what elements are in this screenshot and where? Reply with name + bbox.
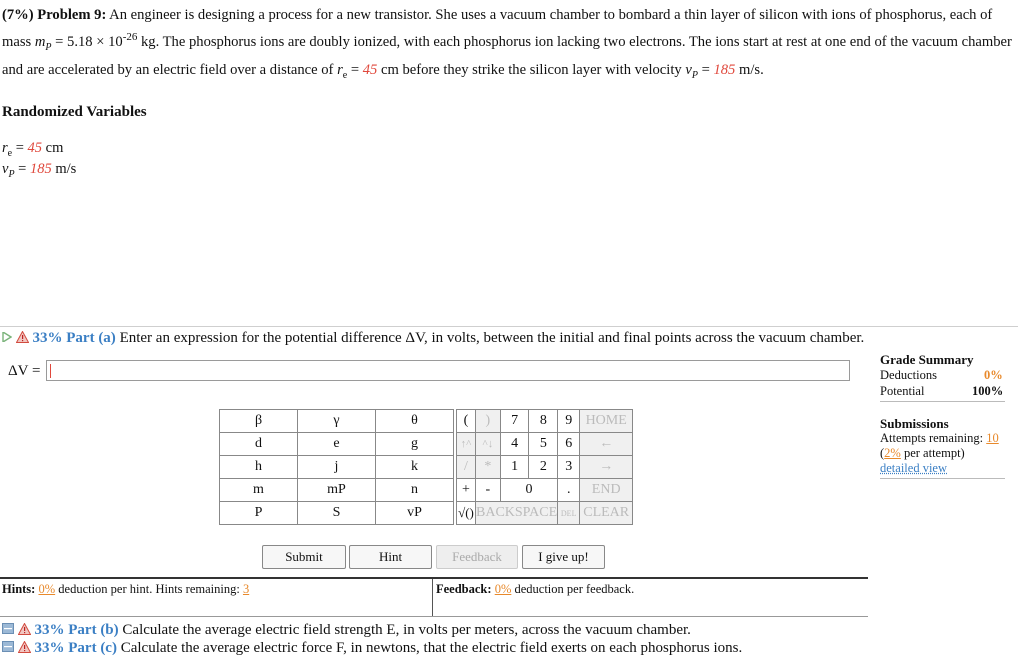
key-decimal[interactable]: . bbox=[558, 479, 580, 502]
per-attempt-text: per attempt) bbox=[900, 446, 965, 460]
key-sqrt[interactable]: √() bbox=[457, 502, 476, 525]
key-left-arrow[interactable]: ← bbox=[580, 433, 633, 456]
feedback-percent: 0% bbox=[494, 582, 512, 596]
key-g[interactable]: g bbox=[376, 433, 454, 456]
attempts-label: Attempts remaining: bbox=[880, 431, 984, 445]
key-e[interactable]: e bbox=[298, 433, 376, 456]
deductions-label: Deductions bbox=[880, 368, 937, 382]
key-4[interactable]: 4 bbox=[500, 433, 529, 456]
potential-label: Potential bbox=[880, 384, 925, 398]
answer-label: ΔV = bbox=[8, 363, 41, 379]
feedback-info bbox=[436, 582, 634, 597]
re-equals: = bbox=[347, 61, 363, 78]
vp-value: 185 bbox=[713, 61, 736, 78]
key-paren-open[interactable]: ( bbox=[457, 410, 476, 433]
detailed-view-link[interactable]: detailed view bbox=[880, 461, 947, 475]
re-symbol: r bbox=[337, 61, 343, 78]
key-home[interactable]: HOME bbox=[580, 410, 633, 433]
mass-symbol: m bbox=[34, 33, 46, 50]
hint-button[interactable]: Hint bbox=[349, 545, 432, 569]
rv-vp-unit: m/s bbox=[51, 161, 77, 177]
feedback-label: Feedback: bbox=[436, 582, 492, 596]
submit-button[interactable]: Submit bbox=[262, 545, 346, 569]
feedback-text: deduction per feedback. bbox=[511, 582, 635, 596]
rv-vp-value: 185 bbox=[29, 161, 52, 177]
grade-separator bbox=[880, 401, 1005, 402]
problem-text-1: An engineer is designing a process for a new transistor. She uses a vacuum chamber to bombard a thin layer of silicon with ions of phosphorus, each of mass bbox=[2, 7, 993, 50]
part-a-header[interactable] bbox=[2, 330, 864, 347]
rv-re-eq: = bbox=[12, 140, 28, 156]
part-c-warning-icon bbox=[18, 640, 35, 656]
key-end[interactable]: END bbox=[580, 479, 633, 502]
potential-value: 100% bbox=[972, 384, 1004, 398]
part-b-question: Calculate the average electric field strength E, in volts per meters, across the vacuum chamber. bbox=[122, 622, 691, 638]
part-c-status-icon bbox=[2, 640, 18, 656]
part-b-percent: 33% bbox=[34, 622, 65, 638]
attempts-remaining bbox=[880, 431, 999, 446]
grade-summary-title: Grade Summary bbox=[880, 352, 974, 367]
key-5[interactable]: 5 bbox=[529, 433, 558, 456]
key-clear[interactable]: CLEAR bbox=[580, 502, 633, 525]
key-m[interactable]: m bbox=[220, 479, 298, 502]
re-subscript: e bbox=[342, 69, 348, 81]
symbol-keypad bbox=[219, 409, 454, 525]
per-attempt-open: ( bbox=[880, 446, 885, 460]
key-vp[interactable]: vP bbox=[376, 502, 454, 525]
key-theta[interactable]: θ bbox=[376, 410, 454, 433]
per-attempt-value: 2% bbox=[884, 446, 901, 460]
hints-percent: 0% bbox=[38, 582, 56, 596]
rv-re-symbol: r bbox=[2, 140, 8, 156]
key-s[interactable]: S bbox=[298, 502, 376, 525]
submissions-title: Submissions bbox=[880, 416, 949, 431]
randomized-variables-title: Randomized Variables bbox=[2, 104, 147, 120]
key-0[interactable]: 0 bbox=[500, 479, 557, 502]
part-c-percent: 33% bbox=[34, 640, 65, 656]
key-8[interactable]: 8 bbox=[529, 410, 558, 433]
part-c-label: Part (c) bbox=[68, 640, 117, 656]
part-a-label: Part (a) bbox=[66, 330, 116, 346]
rv-vp-symbol: v bbox=[2, 161, 9, 177]
hints-label: Hints: bbox=[2, 582, 36, 596]
answer-input[interactable] bbox=[46, 360, 850, 381]
text-caret bbox=[50, 364, 51, 378]
mass-subscript: P bbox=[45, 41, 52, 53]
key-paren-close[interactable]: ) bbox=[476, 410, 501, 433]
problem-weight: (7%) bbox=[2, 7, 34, 23]
numeric-keypad bbox=[456, 409, 633, 525]
rv-re-value: 45 bbox=[27, 140, 43, 156]
mass-equation: = 5.18 × 10 bbox=[51, 33, 123, 50]
hint-feedback-divider bbox=[432, 579, 433, 616]
hints-remaining: 3 bbox=[242, 582, 250, 596]
feedback-button[interactable]: Feedback bbox=[436, 545, 518, 569]
per-attempt bbox=[880, 446, 965, 461]
problem-text-3: cm before they strike the silicon layer with velocity bbox=[377, 61, 686, 78]
key-backspace[interactable]: BACKSPACE bbox=[476, 502, 558, 525]
vp-symbol: v bbox=[685, 61, 692, 78]
randomized-re bbox=[2, 140, 63, 159]
key-3[interactable]: 3 bbox=[558, 456, 580, 479]
key-multiply[interactable]: * bbox=[476, 456, 501, 479]
key-right-arrow[interactable]: → bbox=[580, 456, 633, 479]
key-gamma[interactable]: γ bbox=[298, 410, 376, 433]
re-value: 45 bbox=[362, 61, 378, 78]
part-b-header[interactable] bbox=[2, 622, 691, 639]
part-b-label: Part (b) bbox=[68, 622, 119, 638]
rv-vp-eq: = bbox=[14, 161, 30, 177]
give-up-button[interactable]: I give up! bbox=[522, 545, 605, 569]
key-down-arrow[interactable]: ^↓ bbox=[476, 433, 501, 456]
key-2[interactable]: 2 bbox=[529, 456, 558, 479]
problem-text-2: kg. The phosphorus ions are doubly ionized, with each phosphorus ion lacking two electrons. The ions start at rest at one end of the vacuum chamber and are accelerated by an electric field over a distance of bbox=[2, 33, 1012, 78]
key-1[interactable]: 1 bbox=[500, 456, 529, 479]
problem-title: Problem 9: bbox=[37, 7, 107, 23]
key-del[interactable]: DEL bbox=[558, 502, 580, 525]
mass-exponent: -26 bbox=[122, 31, 138, 43]
submissions-separator bbox=[880, 478, 1005, 479]
key-n[interactable]: n bbox=[376, 479, 454, 502]
section-divider bbox=[0, 326, 1018, 327]
key-d[interactable]: d bbox=[220, 433, 298, 456]
key-9[interactable]: 9 bbox=[558, 410, 580, 433]
part-a-percent: 33% bbox=[32, 330, 63, 346]
deductions-value: 0% bbox=[984, 368, 1003, 382]
rv-vp-sub: P bbox=[8, 168, 15, 180]
attempts-value: 10 bbox=[986, 431, 999, 445]
part-b-status-icon bbox=[2, 622, 18, 638]
hints-info bbox=[2, 582, 249, 597]
part-c-question: Calculate the average electric force F, in newtons, that the electric field exerts on each phosphorus ions. bbox=[120, 640, 743, 656]
problem-text-4: m/s. bbox=[735, 61, 764, 78]
key-plus[interactable]: + bbox=[457, 479, 476, 502]
expand-triangle-icon[interactable] bbox=[2, 330, 16, 346]
vp-equals: = bbox=[697, 61, 714, 78]
key-j[interactable]: j bbox=[298, 456, 376, 479]
key-mp[interactable]: mP bbox=[298, 479, 376, 502]
part-c-header[interactable] bbox=[2, 640, 742, 657]
rv-re-unit: cm bbox=[42, 140, 64, 156]
part-a-question: Enter an expression for the potential difference ΔV, in volts, between the initial and final points across the vacuum chamber. bbox=[119, 330, 865, 346]
key-6[interactable]: 6 bbox=[558, 433, 580, 456]
key-7[interactable]: 7 bbox=[500, 410, 529, 433]
part-b-warning-icon bbox=[18, 622, 35, 638]
key-minus[interactable]: - bbox=[476, 479, 501, 502]
randomized-vp bbox=[2, 161, 76, 180]
key-divide[interactable]: / bbox=[457, 456, 476, 479]
key-h[interactable]: h bbox=[220, 456, 298, 479]
key-k[interactable]: k bbox=[376, 456, 454, 479]
rv-re-sub: e bbox=[7, 147, 13, 159]
hints-text: deduction per hint. Hints remaining: bbox=[55, 582, 243, 596]
problem-statement bbox=[2, 4, 1017, 87]
warning-icon bbox=[16, 330, 33, 346]
key-up-arrow[interactable]: ↑^ bbox=[457, 433, 476, 456]
vp-subscript: P bbox=[691, 69, 698, 81]
key-beta[interactable]: β bbox=[220, 410, 298, 433]
key-p[interactable]: P bbox=[220, 502, 298, 525]
